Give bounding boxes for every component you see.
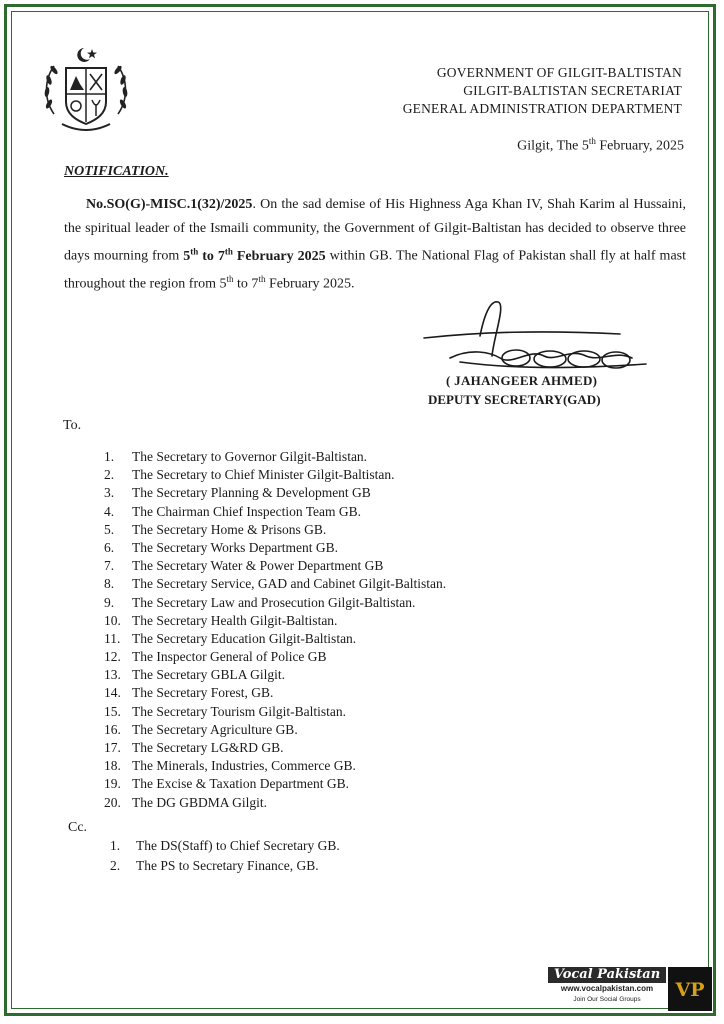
list-item-text: The Secretary Planning & Development GB — [132, 485, 371, 501]
list-item — [104, 703, 446, 721]
notification-title: NOTIFICATION. — [64, 164, 169, 179]
list-item-text: The PS to Secretary Finance, GB. — [136, 858, 319, 873]
list-item-text: The Secretary Forest, GB. — [132, 685, 274, 701]
list-item-text: The Chairman Chief Inspection Team GB. — [132, 503, 361, 519]
list-item-text: The Secretary to Governor Gilgit-Baltistan. — [132, 449, 368, 464]
list-item-text: The Secretary Water & Power Department GB — [132, 558, 384, 574]
list-item-text: The Secretary GBLA Gilgit. — [132, 667, 285, 683]
cc-list — [110, 836, 340, 876]
list-item-text: The Secretary Tourism Gilgit-Baltistan. — [132, 703, 347, 719]
signature-icon — [420, 296, 650, 384]
list-item-number: 14. — [104, 685, 121, 701]
list-item — [104, 539, 446, 557]
list-item-text: The Secretary Home & Prisons GB. — [132, 521, 327, 537]
list-item-text: The Secretary LG&RD GB. — [132, 740, 284, 755]
letterhead-line: GILGIT-BALTISTAN SECRETARIAT — [463, 83, 682, 98]
list-item-number: 11. — [104, 630, 121, 646]
reference-number: No.SO(G)-MISC.1(32)/2025 — [86, 197, 253, 212]
list-item-number: 4. — [104, 503, 115, 519]
list-item-text: The DG GBDMA Gilgit. — [132, 794, 267, 810]
list-item — [110, 836, 340, 856]
body-text-d: February 2025. — [265, 276, 355, 292]
cc-label: Cc. — [68, 820, 88, 835]
body-text-c: to 7 — [233, 276, 259, 292]
signatory-title: DEPUTY SECRETARY(GAD) — [428, 392, 601, 407]
list-item-number: 2. — [110, 858, 121, 873]
list-item — [104, 521, 446, 539]
list-item — [104, 594, 446, 612]
list-item-text: The Secretary Agriculture GB. — [132, 721, 298, 737]
signatory-name: ( JAHANGEER AHMED) — [446, 373, 598, 388]
list-item — [104, 448, 446, 466]
list-item — [110, 856, 340, 876]
body-text-a: . On the sad demise of His Highness Aga Khan IV, Shah Karim al Hussaini, the spiritual leader of the Ismaili community, the Government of Gilgit-Baltistan has decided to observe three days mourning from — [64, 197, 686, 264]
list-item-number: 1. — [110, 838, 121, 853]
letterhead-line: GOVERNMENT OF GILGIT-BALTISTAN — [436, 65, 682, 80]
gilgit-baltistan-emblem-icon — [40, 44, 132, 136]
list-item — [104, 666, 446, 684]
list-item-number: 12. — [104, 649, 121, 665]
list-item — [104, 612, 446, 630]
list-item-number: 15. — [104, 703, 121, 719]
list-item-number: 9. — [104, 594, 115, 610]
watermark — [548, 967, 712, 1011]
list-item — [104, 466, 446, 484]
body-sup-b: th — [226, 274, 234, 285]
date-sup: th — [588, 136, 596, 146]
list-item-number: 19. — [104, 776, 121, 792]
letterhead-line: GENERAL ADMINISTRATION DEPARTMENT — [402, 101, 682, 116]
list-item-text: The Secretary Law and Prosecution Gilgit-Baltistan. — [132, 594, 416, 610]
watermark-title: Vocal Pakistan — [548, 967, 666, 983]
list-item-text: The Secretary Works Department GB. — [132, 539, 338, 555]
list-item-number: 13. — [104, 667, 121, 683]
list-item — [104, 484, 446, 502]
vocal-pakistan-logo-icon — [668, 967, 712, 1011]
list-item-number: 17. — [104, 740, 121, 755]
list-item — [104, 503, 446, 521]
list-item-number: 1. — [104, 449, 115, 464]
list-item-text: The Secretary Health Gilgit-Baltistan. — [132, 612, 338, 628]
list-item — [104, 721, 446, 739]
list-item-text: The Secretary Education Gilgit-Baltistan. — [132, 630, 357, 646]
date-suffix: February, 2025 — [595, 138, 684, 154]
list-item — [104, 757, 446, 775]
list-item-number: 8. — [104, 576, 115, 592]
list-item-number: 20. — [104, 794, 121, 810]
body-sup-c: th — [258, 274, 266, 285]
letterhead — [403, 64, 682, 118]
list-item — [104, 557, 446, 575]
svg-text:VP: VP — [675, 979, 705, 1001]
list-item — [104, 648, 446, 666]
body-text-b: within GB. The National Flag of Pakistan shall fly at half mast throughout the region from 5 — [64, 248, 686, 292]
list-item — [104, 630, 446, 648]
list-item-number: 5. — [104, 521, 115, 537]
list-item-text: The Excise & Taxation Department GB. — [132, 776, 349, 792]
list-item-number: 6. — [104, 539, 115, 555]
list-item — [104, 575, 446, 593]
list-item-number: 7. — [104, 558, 115, 574]
list-item — [104, 775, 446, 793]
to-label: To. — [63, 418, 82, 433]
watermark-join-text: Join Our Social Groups — [573, 996, 641, 1003]
list-item-number: 18. — [104, 758, 121, 774]
list-item-text: The Secretary to Chief Minister Gilgit-Baltistan. — [132, 467, 395, 483]
list-item-text: The Secretary Service, GAD and Cabinet Gilgit-Baltistan. — [132, 576, 447, 592]
list-item-text: The Minerals, Industries, Commerce GB. — [132, 758, 356, 774]
date-prefix: Gilgit, The 5 — [517, 138, 589, 154]
watermark-url: www.vocalpakistan.com — [560, 984, 654, 993]
list-item — [104, 739, 446, 757]
recipient-list — [104, 448, 446, 812]
document-date — [517, 136, 684, 155]
list-item-number: 2. — [104, 467, 115, 483]
list-item-number: 10. — [104, 612, 121, 628]
list-item — [104, 684, 446, 702]
list-item-text: The Inspector General of Police GB — [132, 649, 327, 665]
list-item-text: The DS(Staff) to Chief Secretary GB. — [136, 838, 340, 853]
list-item-number: 3. — [104, 485, 115, 501]
notification-body — [64, 193, 686, 296]
list-item — [104, 794, 446, 812]
list-item-number: 16. — [104, 721, 121, 737]
mourning-dates: 5th to 7th February 2025 — [183, 246, 326, 264]
